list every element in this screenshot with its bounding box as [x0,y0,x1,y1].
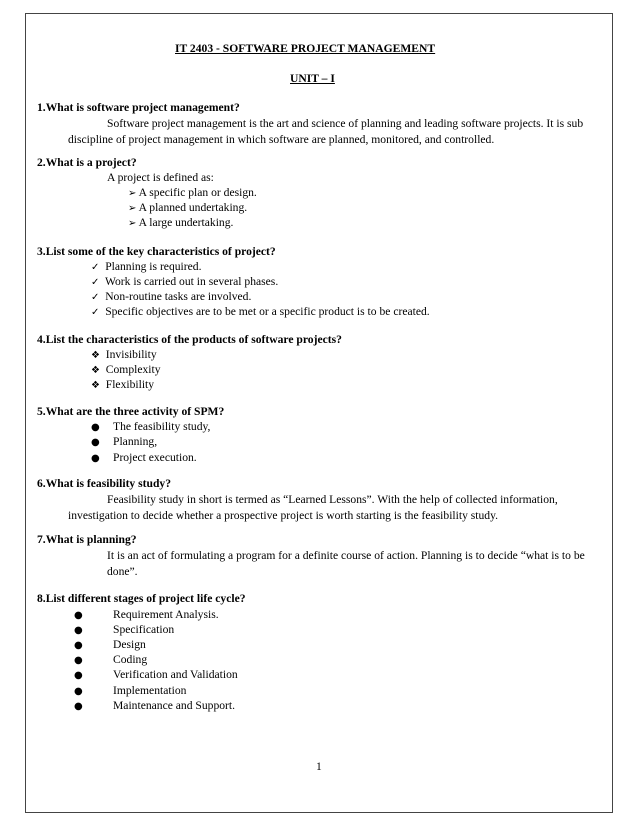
arrow-bullet-icon: ➢ [128,203,137,214]
list-item: ● Verification and Validation [74,668,238,681]
document-title: IT 2403 - SOFTWARE PROJECT MANAGEMENT [175,42,436,55]
list-item: ❖ Flexibility [91,378,155,391]
dot-bullet-icon: ● [91,437,100,448]
arrow-bullet-icon: ➢ [128,218,137,229]
list-item: ● Coding [74,653,148,666]
question-5: 5.What are the three activity of SPM? [37,405,225,418]
list-item: ● Specification [74,623,175,636]
list-item: ● The feasibility study, [91,420,211,433]
dot-bullet-icon: ● [74,686,83,697]
list-item: ● Planning, [91,435,158,448]
question-1: 1.What is software project management? [37,101,240,114]
list-item: ● Requirement Analysis. [74,608,219,621]
answer-1: Software project management is the art and science of planning and leading software projects. It is sub discipline of project management in which software are planned, monitored, and controlled. [68,117,584,146]
answer-2-intro: A project is defined as: [107,171,214,184]
diamond-bullet-icon: ❖ [91,380,100,391]
answer-7: It is an act of formulating a program for a definite course of action. Planning is to decide “what is to be done”. [107,549,585,578]
list-item: ➢ A large undertaking. [128,216,234,229]
dot-bullet-icon: ● [74,640,83,651]
list-item: ● Project execution. [91,451,197,464]
question-8: 8.List different stages of project life cycle? [37,592,246,605]
question-4: 4.List the characteristics of the products of software projects? [37,333,342,346]
question-7: 7.What is planning? [37,533,137,546]
list-item: ✓ Non-routine tasks are involved. [91,290,252,303]
dot-bullet-icon: ● [91,422,100,433]
page-number: 1 [316,760,322,773]
dot-bullet-icon: ● [74,670,83,681]
dot-bullet-icon: ● [74,655,83,666]
check-bullet-icon: ✓ [91,277,100,288]
list-item: ❖ Invisibility [91,348,157,361]
dot-bullet-icon: ● [91,453,100,464]
list-item: ✓ Work is carried out in several phases. [91,275,279,288]
dot-bullet-icon: ● [74,625,83,636]
dot-bullet-icon: ● [74,701,83,712]
list-item: ● Design [74,638,146,651]
diamond-bullet-icon: ❖ [91,365,100,376]
unit-heading: UNIT – I [290,72,335,85]
list-item: ✓ Specific objectives are to be met or a specific product is to be created. [91,305,430,318]
question-6: 6.What is feasibility study? [37,477,171,490]
list-item: ➢ A specific plan or design. [128,186,257,199]
dot-bullet-icon: ● [74,610,83,621]
check-bullet-icon: ✓ [91,307,100,318]
check-bullet-icon: ✓ [91,292,100,303]
list-item: ● Implementation [74,684,187,697]
question-2: 2.What is a project? [37,156,137,169]
list-item: ✓ Planning is required. [91,260,202,273]
diamond-bullet-icon: ❖ [91,350,100,361]
list-item: ● Maintenance and Support. [74,699,236,712]
answer-6: Feasibility study in short is termed as “Learned Lessons”. With the help of collected information, investigation to decide whether a prospective project is worth starting is the feasibility study. [68,493,558,522]
list-item: ➢ A planned undertaking. [128,201,248,214]
arrow-bullet-icon: ➢ [128,188,137,199]
check-bullet-icon: ✓ [91,262,100,273]
question-3: 3.List some of the key characteristics of project? [37,245,276,258]
list-item: ❖ Complexity [91,363,161,376]
